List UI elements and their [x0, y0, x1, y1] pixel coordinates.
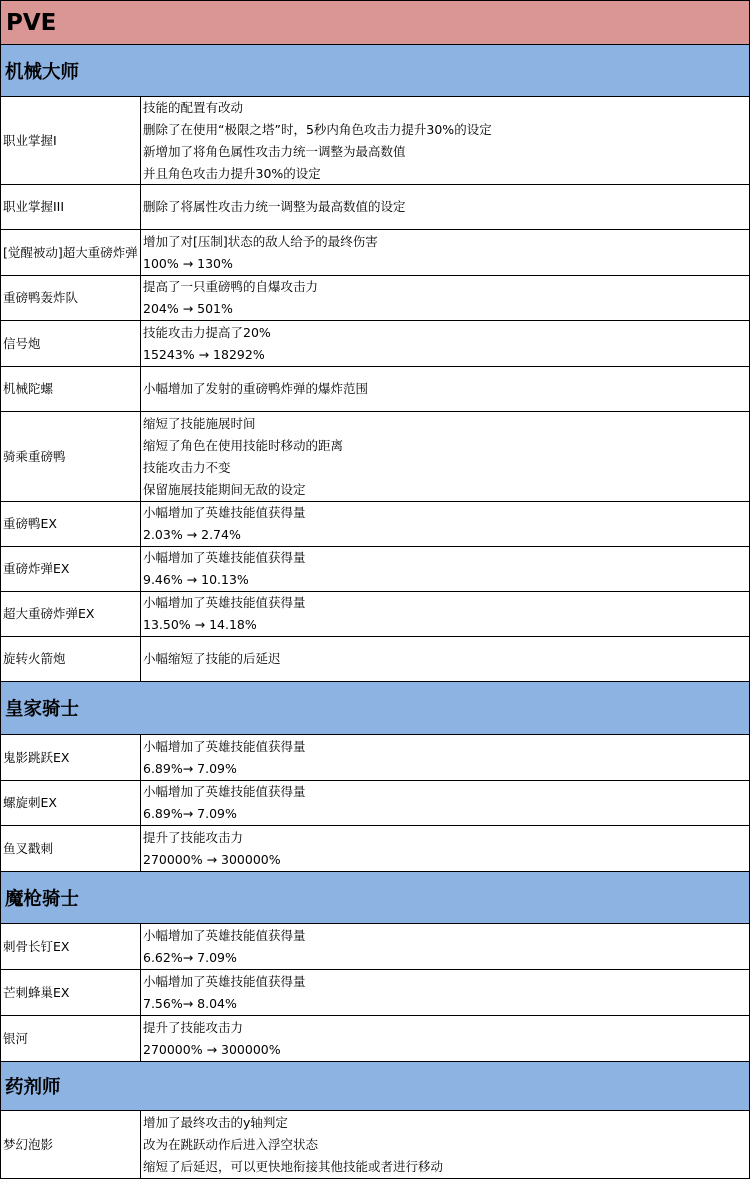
skill-name-cell: 职业掌握III: [1, 185, 141, 229]
description-line: 小幅增加了英雄技能值获得量: [143, 550, 306, 565]
description-line: 删除了在使用“极限之塔”时，5秒内角色攻击力提升30%的设定: [143, 121, 492, 137]
description-line: 270000% → 300000%: [143, 851, 281, 867]
description-line: 小幅增加了英雄技能值获得量: [143, 738, 306, 754]
table-row: [1, 970, 750, 1016]
table-row: [1, 230, 750, 276]
table-row: [1, 412, 750, 502]
description-line: 6.62%→ 7.09%: [143, 949, 237, 965]
description-line: 技能的配置有改动: [143, 99, 244, 115]
change-description-cell: [141, 547, 750, 591]
skill-name-cell: 重磅鸭轰炸队: [1, 276, 141, 320]
table-row: [1, 826, 750, 872]
table-row: [1, 1111, 750, 1179]
change-description-cell: [141, 826, 750, 871]
skill-name-cell: 超大重磅炸弹EX: [1, 592, 141, 636]
change-description-cell: [141, 781, 750, 825]
skill-name-cell: 职业掌握I: [1, 97, 141, 184]
section-header: 皇家骑士: [1, 682, 750, 735]
section-header: 药剂师: [1, 1062, 750, 1111]
change-description-cell: [141, 970, 750, 1015]
change-description-cell: [141, 1111, 750, 1178]
description-line: 新增加了将角色属性攻击力统一调整为最高数值: [143, 143, 406, 159]
table-row: [1, 502, 750, 547]
change-description-cell: [141, 185, 750, 229]
description-line: 保留施展技能期间无敌的设定: [143, 481, 306, 497]
description-line: 技能攻击力不变: [143, 459, 231, 475]
description-line: 9.46% → 10.13%: [143, 572, 249, 587]
change-description-cell: [141, 637, 750, 681]
change-description-cell: [141, 1016, 750, 1061]
table-body: [1, 45, 750, 1179]
description-line: 7.56%→ 8.04%: [143, 995, 237, 1011]
description-line: 改为在跳跃动作后进入浮空状态: [143, 1136, 319, 1152]
description-line: 13.50% → 14.18%: [143, 617, 257, 632]
description-line: 增加了最终攻击的y轴判定: [143, 1114, 288, 1130]
skill-name-cell: [觉醒被动]超大重磅炸弹: [1, 230, 141, 275]
description-line: 小幅增加了英雄技能值获得量: [143, 595, 306, 610]
section-header: 机械大师: [1, 45, 750, 97]
change-description-cell: [141, 321, 750, 366]
description-line: 2.03% → 2.74%: [143, 527, 241, 542]
description-line: 小幅增加了英雄技能值获得量: [143, 505, 306, 520]
skill-name-cell: 鬼影跳跃EX: [1, 735, 141, 780]
page-title: PVE: [1, 1, 750, 45]
table-row: [1, 321, 750, 367]
description-line: 小幅增加了发射的重磅鸭炸弹的爆炸范围: [143, 381, 369, 396]
skill-name-cell: 旋转火箭炮: [1, 637, 141, 681]
change-description-cell: [141, 276, 750, 320]
description-line: 15243% → 18292%: [143, 346, 265, 362]
table-row: [1, 924, 750, 970]
table-row: [1, 276, 750, 321]
description-line: 缩短了技能施展时间: [143, 415, 256, 431]
description-line: 技能攻击力提高了20%: [143, 324, 271, 340]
section-header: 魔枪骑士: [1, 872, 750, 924]
description-line: 删除了将属性攻击力统一调整为最高数值的设定: [143, 199, 406, 214]
description-line: 6.89%→ 7.09%: [143, 760, 237, 776]
description-line: 小幅缩短了技能的后延迟: [143, 651, 281, 666]
table-row: [1, 735, 750, 781]
description-line: 提升了技能攻击力: [143, 829, 244, 845]
change-description-cell: [141, 592, 750, 636]
skill-name-cell: 银河: [1, 1016, 141, 1061]
skill-name-cell: 机械陀螺: [1, 367, 141, 411]
change-description-cell: [141, 735, 750, 780]
skill-name-cell: 梦幻泡影: [1, 1111, 141, 1178]
table-row: [1, 185, 750, 230]
change-description-cell: [141, 97, 750, 184]
table-row: [1, 592, 750, 637]
table-row: [1, 367, 750, 412]
description-line: 提升了技能攻击力: [143, 1019, 244, 1035]
description-line: 小幅增加了英雄技能值获得量: [143, 927, 306, 943]
description-line: 100% → 130%: [143, 255, 233, 271]
change-description-cell: [141, 367, 750, 411]
description-line: 6.89%→ 7.09%: [143, 806, 237, 821]
change-description-cell: [141, 230, 750, 275]
description-line: 并且角色攻击力提升30%的设定: [143, 165, 321, 181]
table-row: [1, 97, 750, 185]
skill-name-cell: 重磅鸭EX: [1, 502, 141, 546]
description-line: 缩短了后延迟，可以更快地衔接其他技能或者进行移动: [143, 1158, 444, 1174]
skill-name-cell: 信号炮: [1, 321, 141, 366]
table-row: [1, 637, 750, 682]
skill-name-cell: 骑乘重磅鸭: [1, 412, 141, 501]
skill-name-cell: 螺旋刺EX: [1, 781, 141, 825]
table-row: [1, 1016, 750, 1062]
skill-name-cell: 重磅炸弹EX: [1, 547, 141, 591]
skill-name-cell: 芒刺蜂巢EX: [1, 970, 141, 1015]
table-row: [1, 547, 750, 592]
description-line: 小幅增加了英雄技能值获得量: [143, 973, 306, 989]
description-line: 小幅增加了英雄技能值获得量: [143, 784, 306, 799]
change-description-cell: [141, 412, 750, 501]
table-row: [1, 781, 750, 826]
skill-name-cell: 刺骨长钉EX: [1, 924, 141, 969]
skill-name-cell: 鱼叉戳刺: [1, 826, 141, 871]
description-line: 270000% → 300000%: [143, 1041, 281, 1057]
description-line: 缩短了角色在使用技能时移动的距离: [143, 437, 344, 453]
description-line: 204% → 501%: [143, 301, 233, 316]
description-line: 提高了一只重磅鸭的自爆攻击力: [143, 279, 319, 294]
change-description-cell: [141, 924, 750, 969]
description-line: 增加了对[压制]状态的敌人给予的最终伤害: [143, 233, 378, 249]
change-description-cell: [141, 502, 750, 546]
